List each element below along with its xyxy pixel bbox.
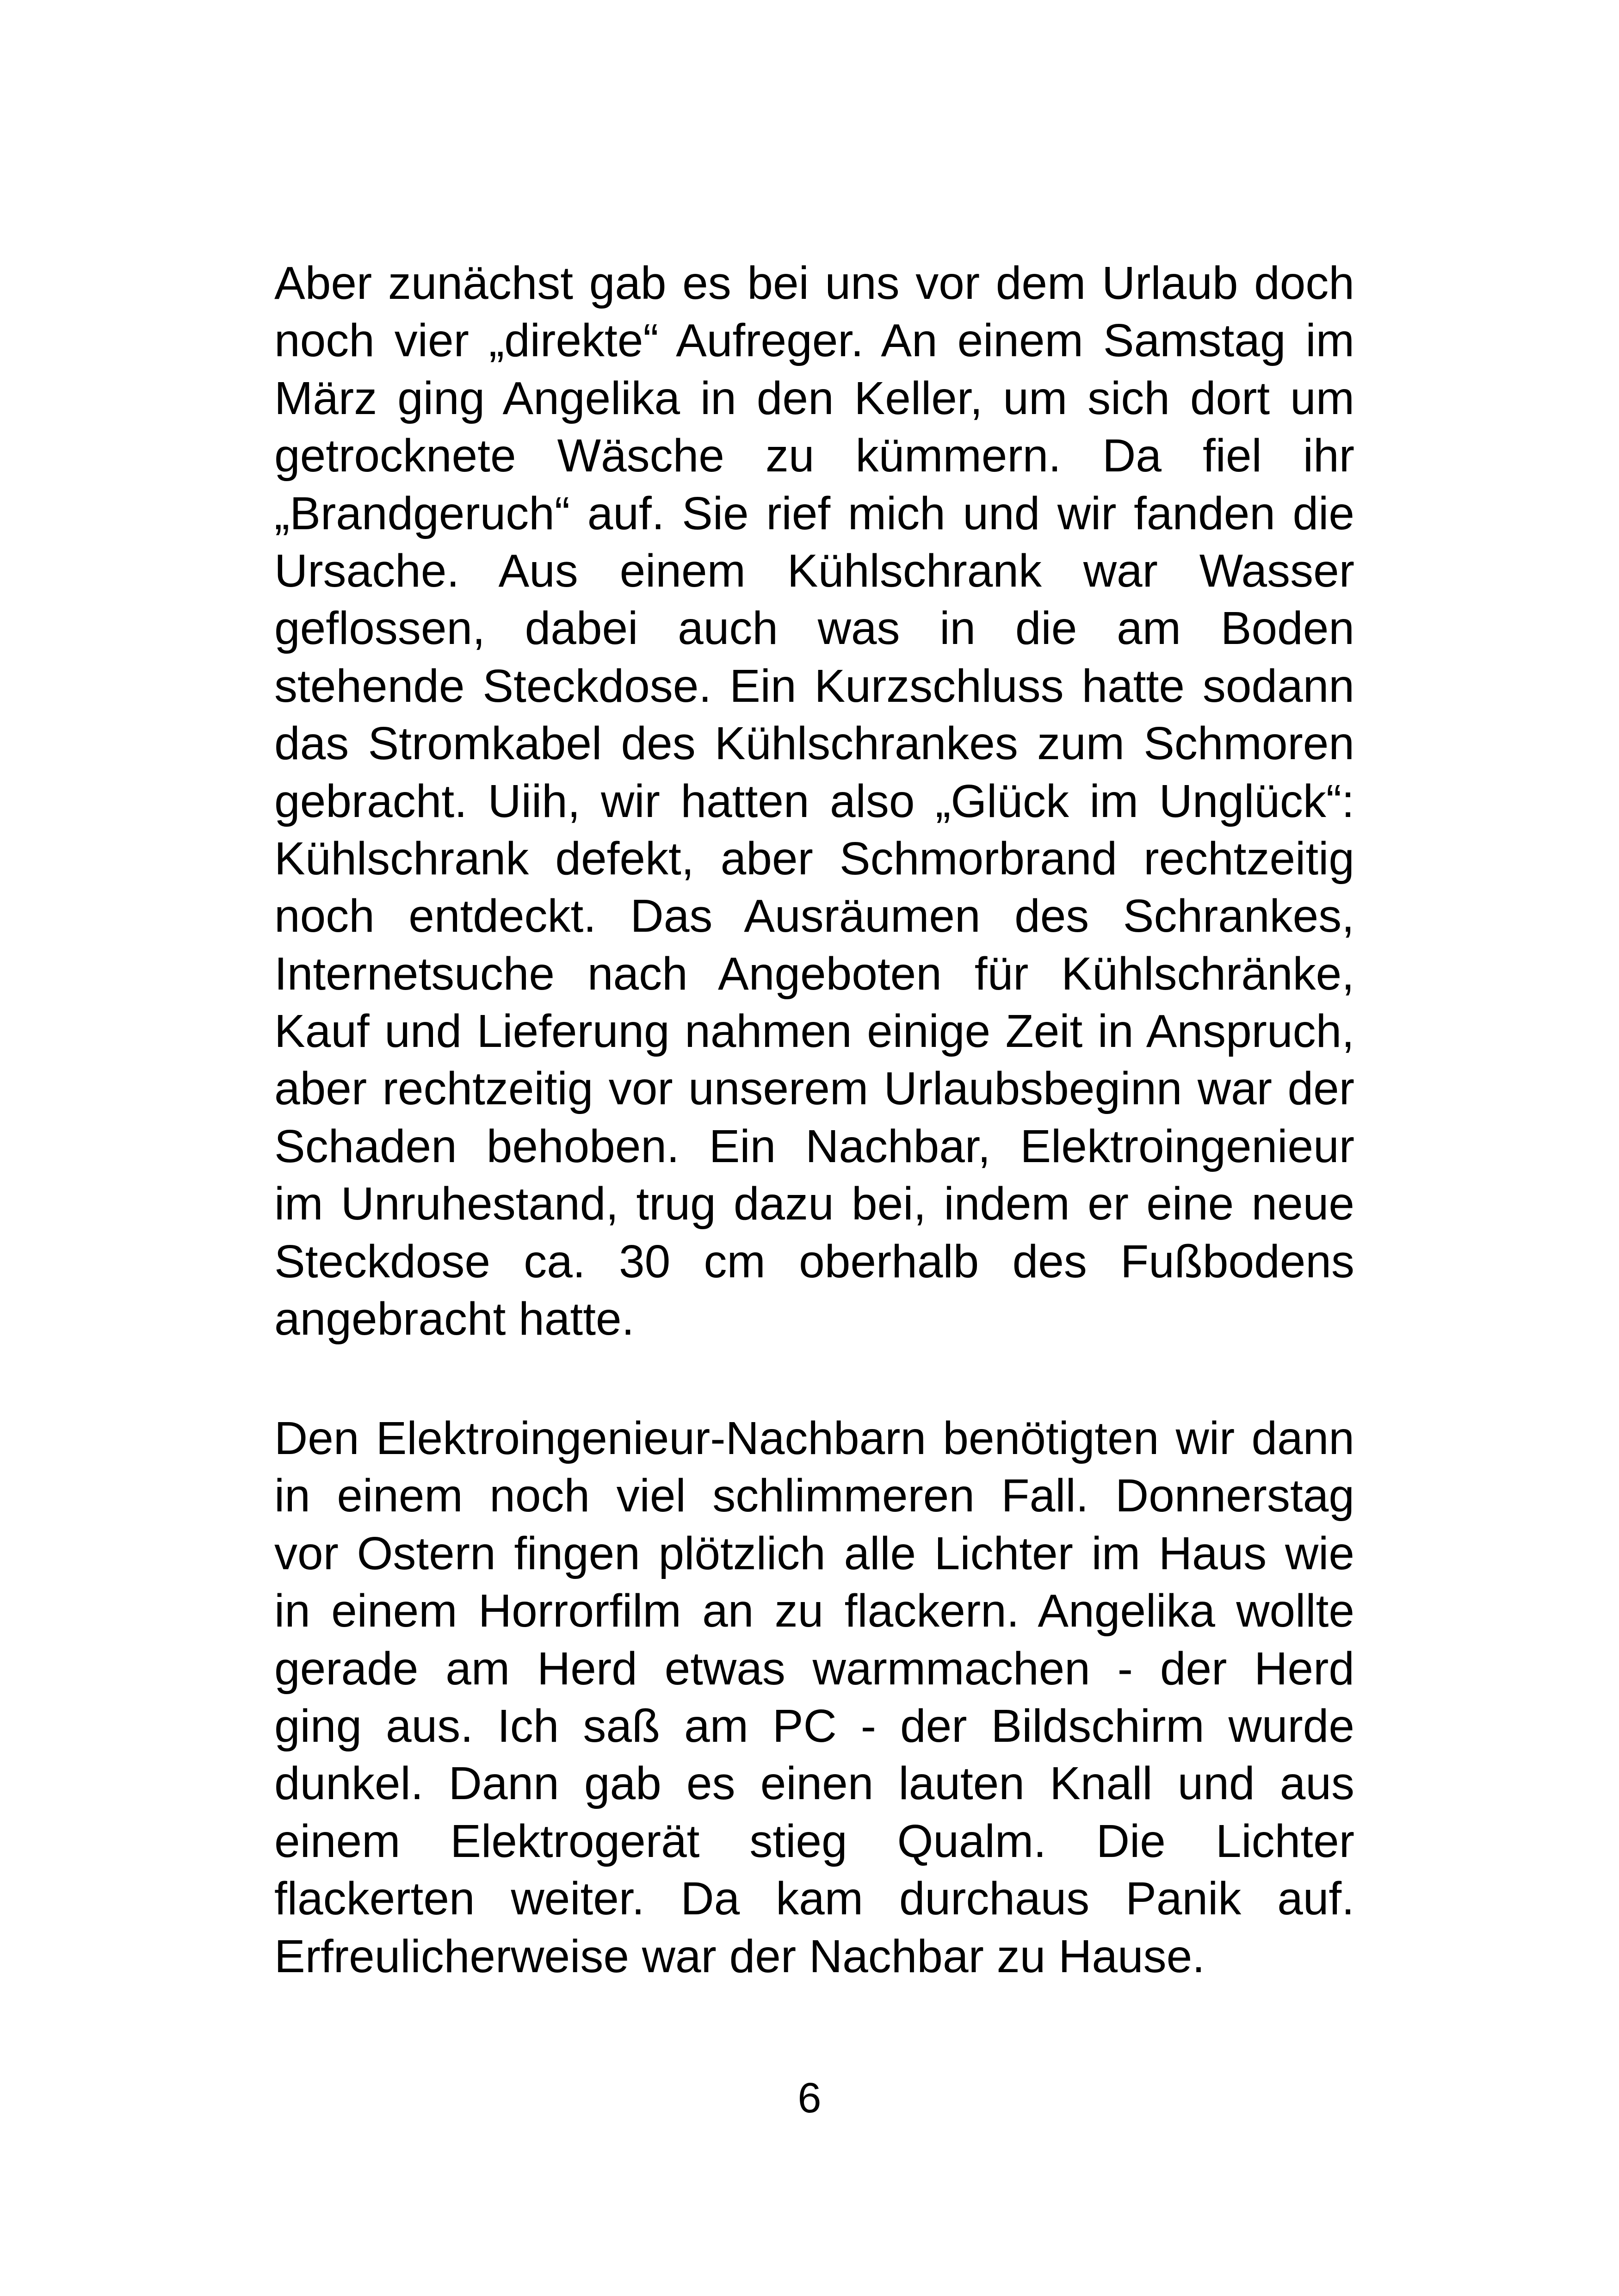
text-line: in einem Horrorfilm an zu flackern. Angelika wollte [274, 1585, 1354, 1637]
text-line: dunkel. Dann gab es einen lauten Knall und aus [274, 1758, 1354, 1810]
text-line: Steckdose ca. 30 cm oberhalb des Fußbodens [274, 1235, 1354, 1287]
text-line: flackerten weiter. Da kam durchaus Panik auf. [274, 1873, 1354, 1925]
text-line: Erfreulicherweise war der Nachbar zu Hause. [274, 1930, 1205, 1982]
text-line: Den Elektroingenieur-Nachbarn benötigten wir dann [274, 1412, 1354, 1464]
text-line: geflossen, dabei auch was in die am Boden [274, 602, 1354, 655]
text-line: noch entdeckt. Das Ausräumen des Schrankes, [274, 890, 1354, 942]
text-line: ging aus. Ich saß am PC - der Bildschirm wurde [274, 1700, 1354, 1752]
text-line: gerade am Herd etwas warmmachen - der Herd [274, 1642, 1354, 1695]
text-line: Ursache. Aus einem Kühlschrank war Wasser [274, 545, 1354, 597]
text-line: einem Elektrogerät stieg Qualm. Die Lichter [274, 1815, 1354, 1867]
text-line: „Brandgeruch“ auf. Sie rief mich und wir fanden die [274, 487, 1354, 539]
text-line: Internetsuche nach Angeboten für Kühlschränke, [274, 947, 1354, 1000]
text-line: gebracht. Uiih, wir hatten also „Glück im Unglück“: [274, 775, 1354, 827]
paragraph-1 [274, 254, 1354, 1348]
text-line: noch vier „direkte“ Aufreger. An einem Samstag im [274, 315, 1354, 367]
text-line: vor Ostern fingen plötzlich alle Lichter im Haus wie [274, 1527, 1354, 1579]
text-line: aber rechtzeitig vor unserem Urlaubsbeginn war der [274, 1063, 1354, 1115]
text-line: in einem noch viel schlimmeren Fall. Donnerstag [274, 1470, 1354, 1522]
paragraph-2 [274, 1410, 1354, 1985]
text-line: das Stromkabel des Kühlschrankes zum Schmoren [274, 718, 1354, 770]
text-line: März ging Angelika in den Keller, um sich dort um [274, 372, 1354, 424]
text-line: stehende Steckdose. Ein Kurzschluss hatte sodann [274, 660, 1354, 712]
text-line: getrocknete Wäsche zu kümmern. Da fiel ihr [274, 430, 1354, 482]
text-line: Schaden behoben. Ein Nachbar, Elektroingenieur [274, 1120, 1354, 1172]
text-line: im Unruhestand, trug dazu bei, indem er eine neue [274, 1178, 1354, 1230]
text-line: angebracht hatte. [274, 1293, 635, 1345]
text-line: Kauf und Lieferung nahmen einige Zeit in Anspruch, [274, 1005, 1354, 1058]
text-line: Aber zunächst gab es bei uns vor dem Urlaub doch [274, 257, 1354, 309]
page-number: 6 [797, 2074, 822, 2122]
text-line: Kühlschrank defekt, aber Schmorbrand rechtzeitig [274, 832, 1354, 885]
